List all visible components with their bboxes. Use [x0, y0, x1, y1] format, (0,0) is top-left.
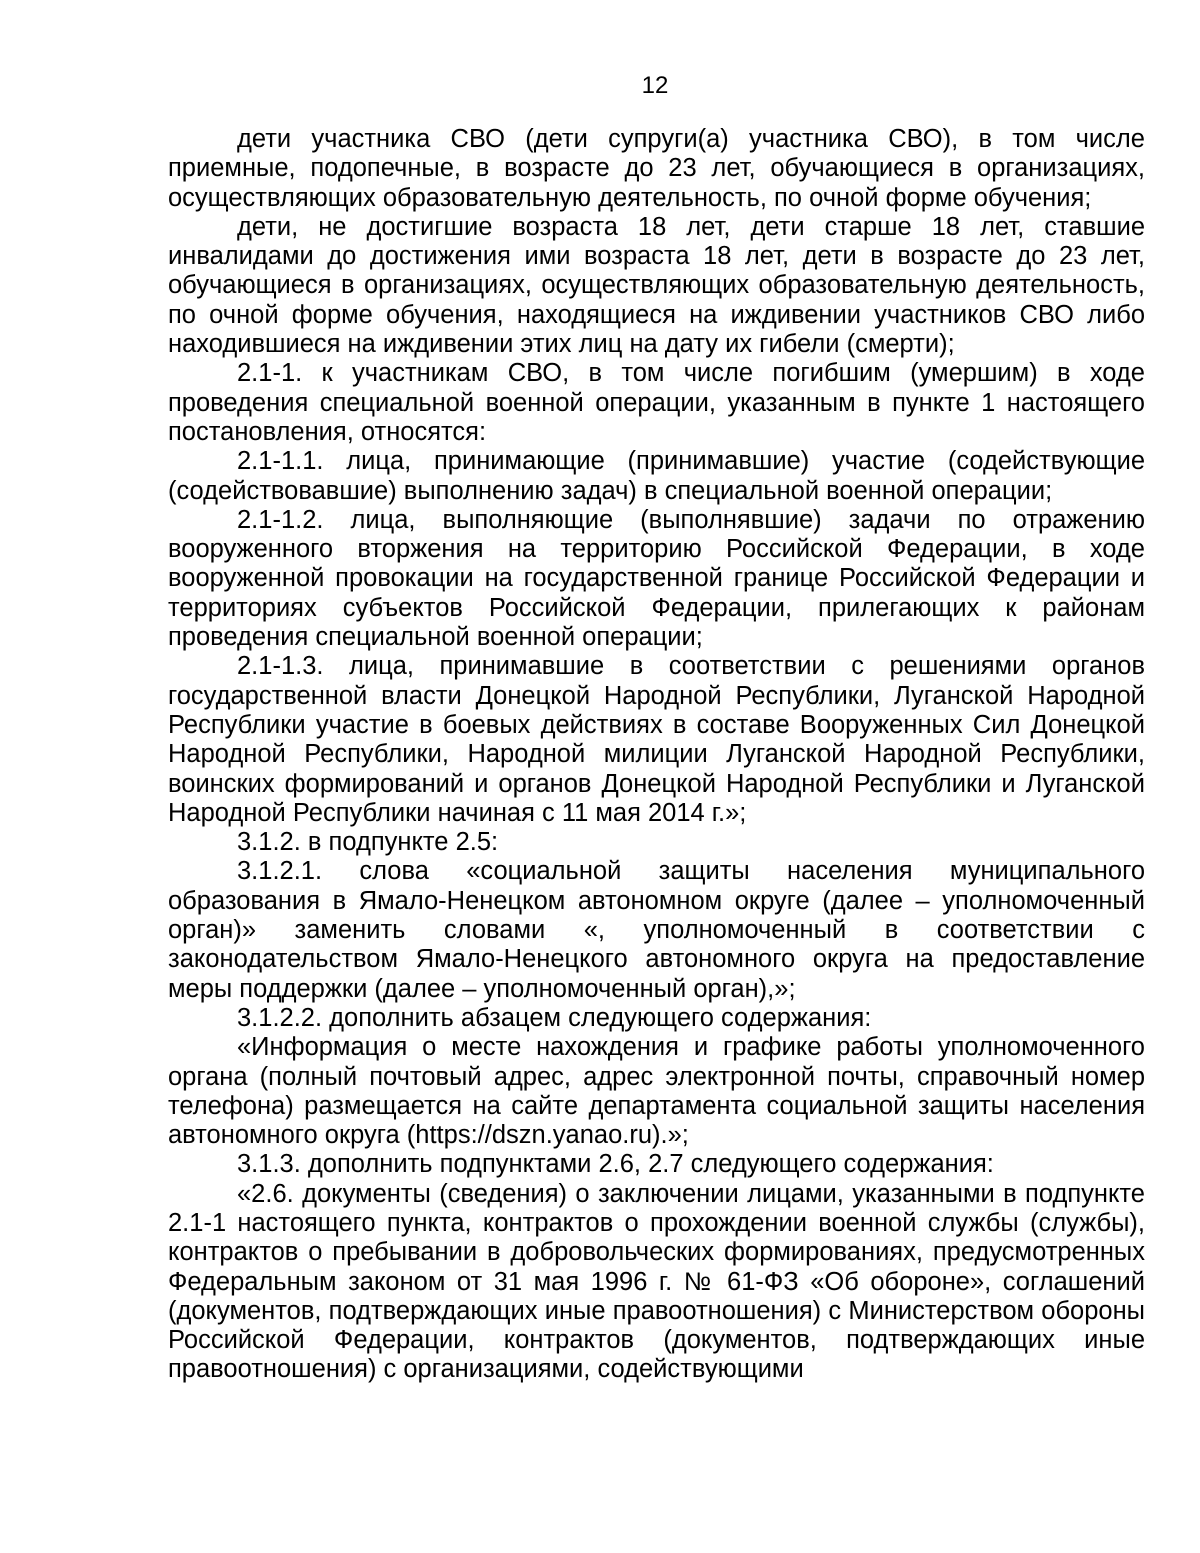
paragraph-information-quote: «Информация о месте нахождения и графике работы уполномоченного органа (полный почтовый адрес, адрес электронной почты, справочный номер телефона) размещается на сайте департамента социальной защиты населения автономного округа (https://dszn.yanao.ru).»; [168, 1033, 1145, 1150]
paragraph-3-1-2: 3.1.2. в подпункте 2.5: [237, 828, 499, 857]
paragraph-3-1-2-2: 3.1.2.2. дополнить абзацем следующего содержания: [237, 1003, 872, 1032]
paragraph-2-6: «2.6. документы (сведения) о заключении лицами, указанными в подпункте 2.1-1 настоящего пункта, контрактов о прохождении военной службы (службы), контрактов о пребывании в добровольческих формированиях, предусмотренных Федеральным законом от 31 мая 1996 г. № 61-ФЗ «Об обороне», соглашений (документов, подтверждающих иные правоотношения) с Министерством обороны Российской Федерации, контрактов (документов, подтверждающих иные правоотношения) с организациями, содействующими [168, 1179, 1145, 1384]
page-number: 12 [641, 72, 669, 99]
paragraph-2-1-1-1: 2.1-1.1. лица, принимающие (принимавшие) участие (содействующие (содействовавшие) выполнению задач) в специальной военной операции; [168, 447, 1145, 505]
paragraph-2-1-1: 2.1-1. к участникам СВО, в том числе погибшим (умершим) в ходе проведения специальной военной операции, указанным в пункте 1 настоящего постановления, относятся: [168, 359, 1145, 446]
paragraph-3-1-3: 3.1.3. дополнить подпунктами 2.6, 2.7 следующего содержания: [237, 1150, 994, 1179]
paragraph-dependent-children: дети, не достигшие возраста 18 лет, дети старше 18 лет, ставшие инвалидами до достижения ими возраста 18 лет, дети в возрасте до 23 лет, обучающиеся в организациях, осуществляющих образовательную деятельность, по очной форме обучения, находящиеся на иждивении участников СВО либо находившиеся на иждивении этих лиц на дату их гибели (смерти); [168, 212, 1145, 359]
paragraph-2-1-1-2: 2.1-1.2. лица, выполняющие (выполнявшие) задачи по отражению вооруженного вторжения на территорию Российской Федерации, в ходе вооруженной провокации на государственной границе Российской Федерации и территориях субъектов Российской Федерации, прилегающих к районам проведения специальной военной операции; [168, 505, 1145, 652]
document-body [168, 125, 1145, 1385]
paragraph-children-of-participant: дети участника СВО (дети супруги(а) участника СВО), в том числе приемные, подопечные, в возрасте до 23 лет, обучающиеся в организациях, осуществляющих образовательную деятельность, по очной форме обучения; [168, 125, 1145, 212]
paragraph-2-1-1-3: 2.1-1.3. лица, принимавшие в соответствии с решениями органов государственной власти Донецкой Народной Республики, Луганской Народной Республики участие в боевых действиях в составе Вооруженных Сил Донецкой Народной Республики, Народной милиции Луганской Народной Республики, воинских формирований и органов Донецкой Народной Республики и Луганской Народной Республики начиная с 11 мая 2014 г.»; [168, 652, 1145, 827]
paragraph-3-1-2-1: 3.1.2.1. слова «социальной защиты населения муниципального образования в Ямало-Ненецком автономном округе (далее – уполномоченный орган)» заменить словами «, уполномоченный в соответствии с законодательством Ямало-Ненецкого автономного округа на предоставление меры поддержки (далее – уполномоченный орган),»; [168, 857, 1145, 1003]
